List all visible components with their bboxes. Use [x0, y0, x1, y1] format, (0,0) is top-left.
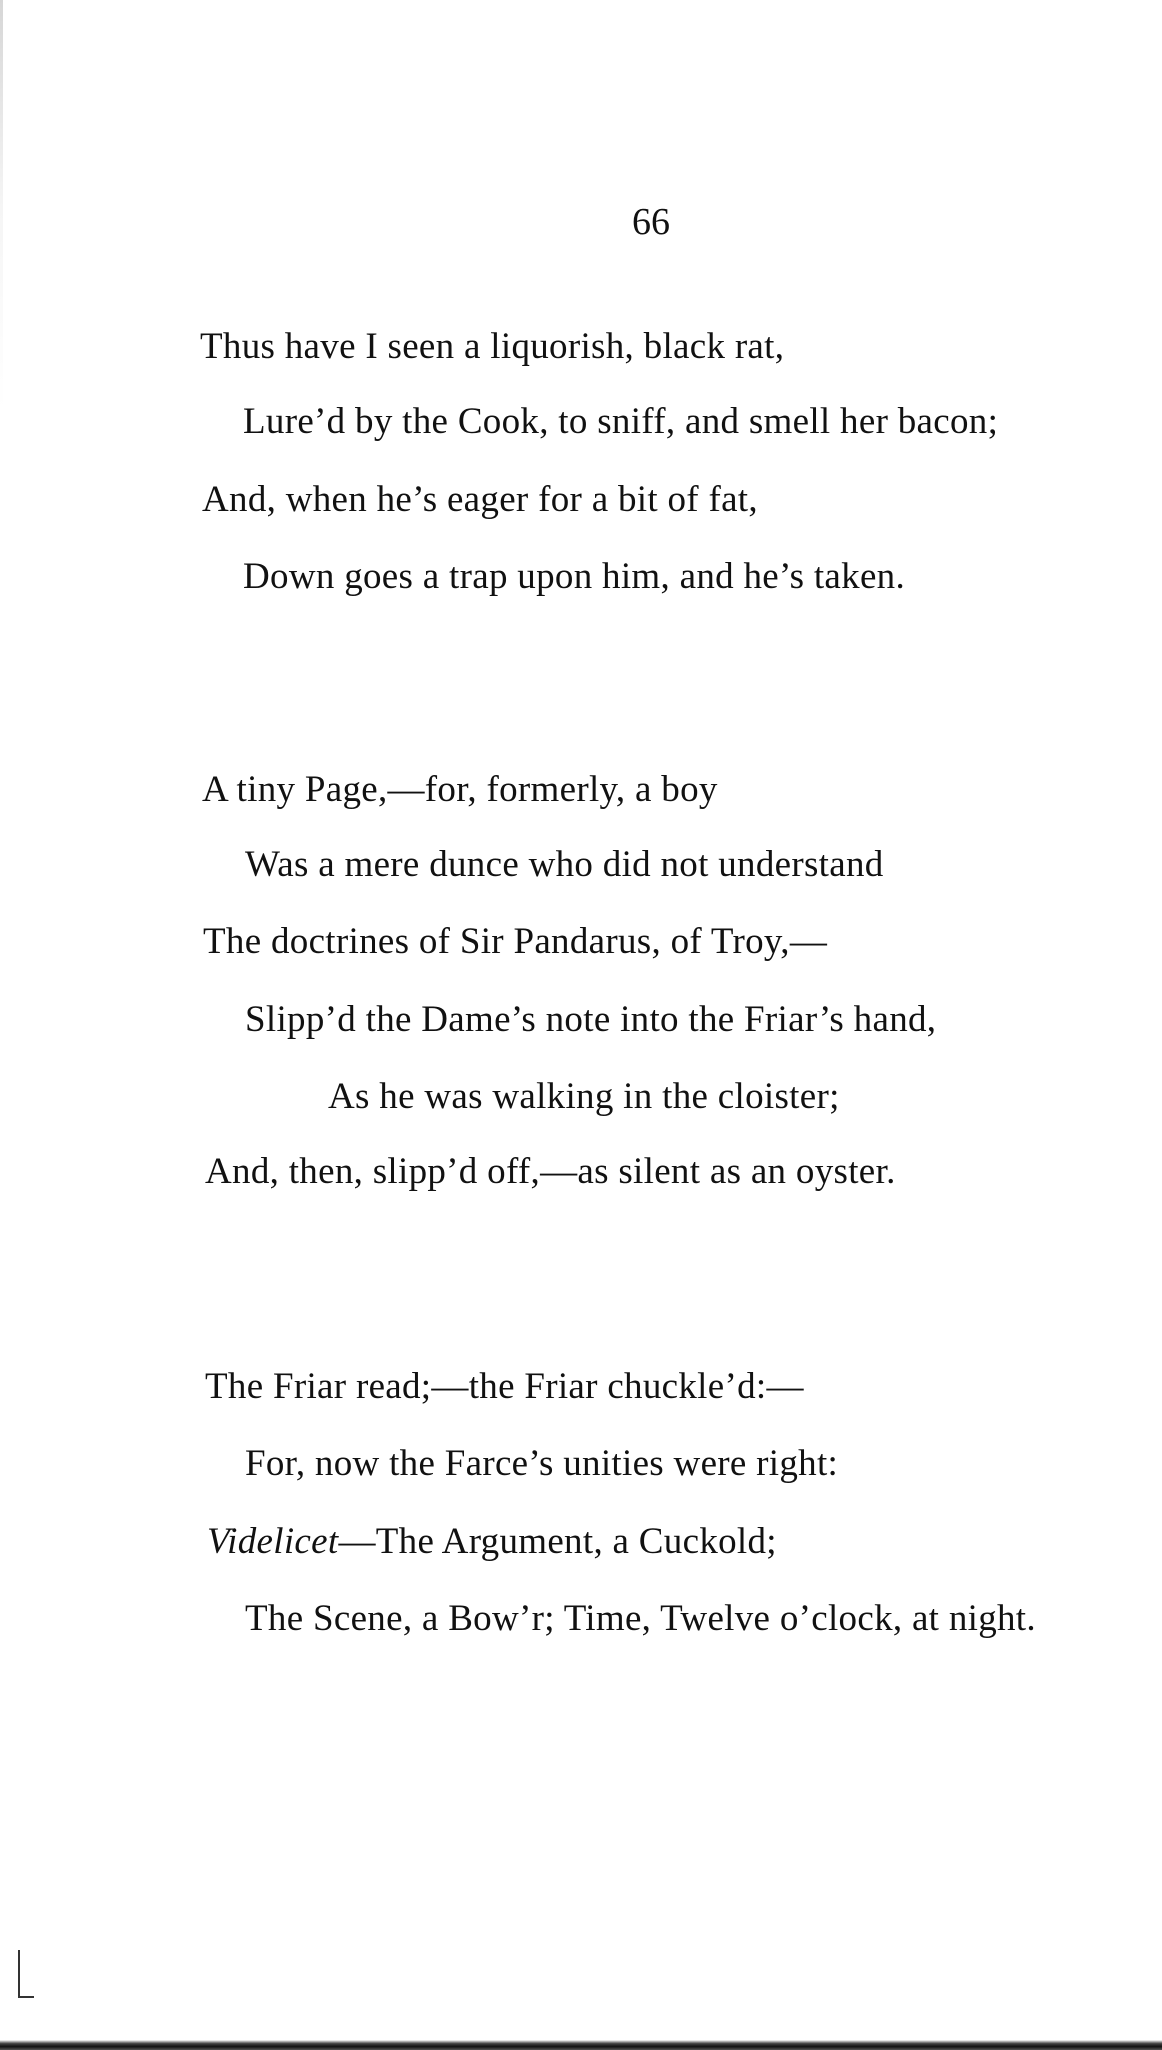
- verse-line: Thus have I seen a liquorish, black rat,: [200, 326, 785, 367]
- verse-line: Slipp’d the Dame’s note into the Friar’s hand,: [245, 999, 937, 1040]
- italic-word: Videlicet: [207, 1521, 339, 1562]
- verse-line: Was a mere dunce who did not understand: [245, 844, 884, 885]
- verse-line-rest: —The Argument, a Cuckold;: [338, 1521, 777, 1562]
- page-number: 66: [632, 201, 670, 243]
- verse-line: The Friar read;—the Friar chuckle’d:—: [205, 1366, 804, 1407]
- verse-line: Down goes a trap upon him, and he’s taken.: [243, 556, 906, 597]
- verse-line: For, now the Farce’s unities were right:: [245, 1443, 839, 1484]
- verse-line: Lure’d by the Cook, to sniff, and smell her bacon;: [243, 401, 999, 442]
- scan-corner-mark: [18, 1950, 34, 1998]
- verse-line: The doctrines of Sir Pandarus, of Troy,—: [203, 921, 828, 962]
- scan-edge: [0, 0, 3, 2050]
- verse-line: [207, 1520, 777, 1563]
- verse-line: And, when he’s eager for a bit of fat,: [202, 479, 758, 520]
- verse-line: The Scene, a Bow’r; Time, Twelve o’clock, at night.: [245, 1598, 1036, 1639]
- verse-line: As he was walking in the cloister;: [328, 1076, 840, 1117]
- verse-line: A tiny Page,—for, formerly, a boy: [202, 769, 718, 810]
- verse-line: And, then, slipp’d off,—as silent as an oyster.: [205, 1151, 896, 1192]
- scan-bottom-edge: [0, 2040, 1162, 2050]
